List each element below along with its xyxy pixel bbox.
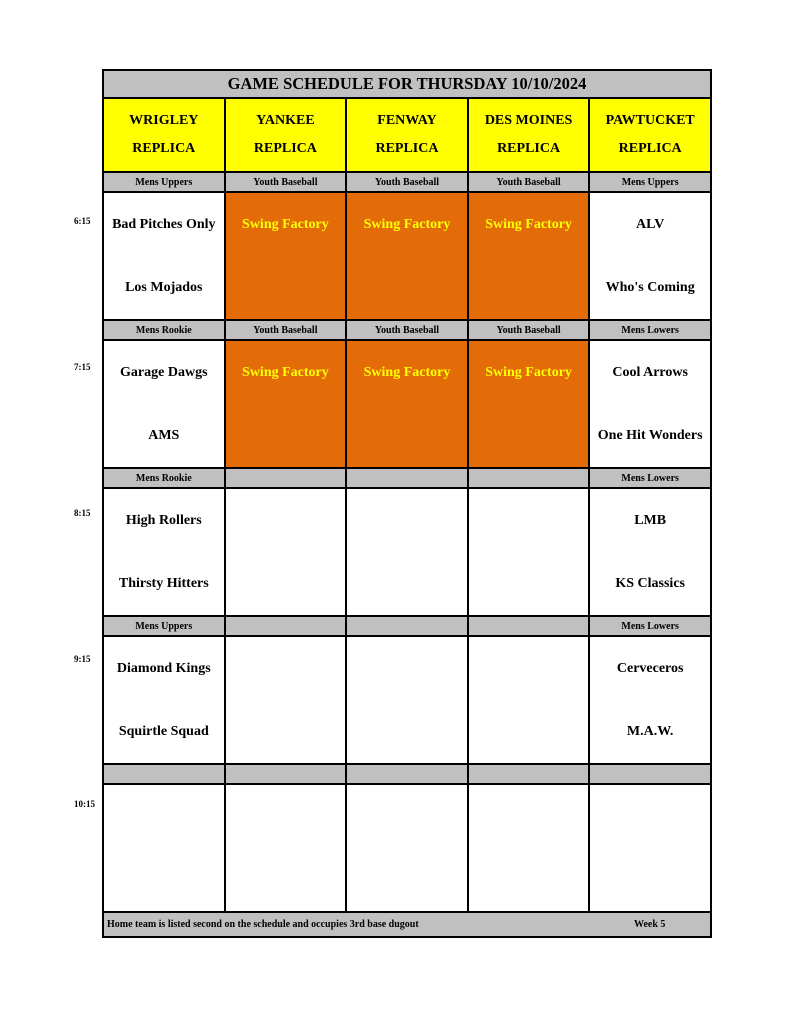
home-team: Who's Coming — [605, 280, 695, 295]
away-team: Swing Factory — [242, 217, 329, 232]
division-label: Mens Uppers — [104, 173, 226, 191]
division-label: Youth Baseball — [226, 321, 348, 339]
field-name: PAWTUCKET — [605, 113, 695, 128]
game-row-815 — [104, 489, 710, 617]
home-team — [469, 404, 589, 467]
field-subtitle: REPLICA — [375, 141, 439, 156]
time-label-715: 7:15 — [74, 362, 91, 372]
away-team — [226, 637, 346, 700]
home-team — [469, 700, 589, 763]
field-name: WRIGLEY — [129, 113, 199, 128]
division-label — [347, 469, 469, 487]
game-cell — [590, 489, 710, 615]
time-label-815: 8:15 — [74, 508, 91, 518]
away-team: Garage Dawgs — [120, 365, 208, 380]
away-team — [469, 637, 589, 700]
division-row-1015 — [104, 765, 710, 785]
game-cell — [347, 341, 469, 467]
division-label: Youth Baseball — [226, 173, 348, 191]
home-team — [347, 848, 467, 911]
field-header-fenway — [347, 99, 469, 171]
game-row-915 — [104, 637, 710, 765]
division-label — [226, 469, 348, 487]
game-cell — [104, 193, 226, 319]
game-cell — [226, 193, 348, 319]
away-team: High Rollers — [125, 513, 202, 528]
division-label: Youth Baseball — [469, 173, 591, 191]
away-team: Swing Factory — [485, 365, 572, 380]
division-label: Mens Rookie — [104, 469, 226, 487]
away-team: Cool Arrows — [612, 365, 688, 380]
home-team — [226, 848, 346, 911]
division-label: Mens Lowers — [590, 617, 710, 635]
home-team — [104, 848, 224, 911]
home-team — [347, 700, 467, 763]
time-label-1015: 10:15 — [74, 799, 95, 809]
game-cell — [347, 193, 469, 319]
division-label: Youth Baseball — [347, 321, 469, 339]
game-cell — [590, 341, 710, 467]
game-row-615 — [104, 193, 710, 321]
schedule-title: GAME SCHEDULE FOR THURSDAY 10/10/2024 — [104, 71, 710, 99]
game-cell — [104, 637, 226, 763]
away-team: LMB — [634, 513, 667, 528]
home-team: Squirtle Squad — [118, 724, 209, 739]
game-cell — [590, 637, 710, 763]
division-label — [104, 765, 226, 783]
game-cell — [469, 489, 591, 615]
game-cell — [226, 489, 348, 615]
away-team — [347, 637, 467, 700]
home-team: Los Mojados — [125, 280, 203, 295]
game-cell — [347, 489, 469, 615]
away-team: Swing Factory — [363, 365, 451, 380]
schedule-table — [102, 69, 712, 938]
game-cell — [104, 489, 226, 615]
division-label — [590, 765, 710, 783]
away-team — [347, 785, 467, 848]
home-team — [226, 256, 346, 319]
home-team: KS Classics — [615, 576, 685, 591]
game-cell — [590, 785, 710, 911]
division-row-815 — [104, 469, 710, 489]
division-label — [469, 617, 591, 635]
away-team: Bad Pitches Only — [112, 217, 216, 232]
field-name: DES MOINES — [484, 113, 573, 128]
home-team — [347, 256, 467, 319]
field-subtitle: REPLICA — [618, 141, 682, 156]
game-cell — [347, 785, 469, 911]
game-cell — [104, 785, 226, 911]
away-team: ALV — [636, 217, 665, 232]
away-team: Swing Factory — [363, 217, 451, 232]
time-label-915: 9:15 — [74, 654, 91, 664]
away-team: Cerveceros — [616, 661, 684, 676]
division-label: Mens Lowers — [590, 469, 710, 487]
time-label-615: 6:15 — [74, 216, 91, 226]
home-team — [226, 552, 346, 615]
home-team — [469, 256, 589, 319]
game-cell — [469, 193, 591, 319]
away-team — [104, 785, 224, 848]
footer-bar — [104, 913, 710, 936]
field-header-yankee — [226, 99, 348, 171]
division-label — [226, 765, 348, 783]
division-label: Mens Uppers — [590, 173, 710, 191]
home-team — [347, 552, 467, 615]
home-team: One Hit Wonders — [597, 428, 703, 443]
game-cell — [347, 637, 469, 763]
field-header-wrigley — [104, 99, 226, 171]
away-team — [469, 785, 589, 848]
away-team — [469, 489, 589, 552]
division-label — [347, 765, 469, 783]
game-cell — [226, 637, 348, 763]
field-name: YANKEE — [256, 113, 315, 128]
division-row-915 — [104, 617, 710, 637]
game-cell — [469, 637, 591, 763]
field-header-pawtucket — [590, 99, 710, 171]
division-row-715 — [104, 321, 710, 341]
home-team: M.A.W. — [626, 724, 674, 739]
game-row-715 — [104, 341, 710, 469]
home-team — [226, 700, 346, 763]
away-team — [590, 785, 710, 848]
away-team: Swing Factory — [242, 365, 329, 380]
home-team: AMS — [148, 428, 180, 443]
home-team: Thirsty Hitters — [118, 576, 209, 591]
away-team — [226, 489, 346, 552]
division-label: Mens Lowers — [590, 321, 710, 339]
division-label: Youth Baseball — [469, 321, 591, 339]
home-team-note: Home team is listed second on the schedule and occupies 3rd base dugout — [107, 919, 419, 930]
field-header-des-moines — [469, 99, 591, 171]
division-label — [469, 765, 591, 783]
away-team — [226, 785, 346, 848]
game-cell — [590, 193, 710, 319]
field-subtitle: REPLICA — [253, 141, 317, 156]
home-team — [347, 404, 467, 467]
division-label — [347, 617, 469, 635]
away-team: Diamond Kings — [116, 661, 211, 676]
home-team — [469, 848, 589, 911]
game-cell — [226, 341, 348, 467]
game-cell — [469, 785, 591, 911]
home-team — [590, 848, 710, 911]
division-label: Youth Baseball — [347, 173, 469, 191]
game-cell — [469, 341, 591, 467]
field-subtitle: REPLICA — [497, 141, 561, 156]
division-label: Mens Rookie — [104, 321, 226, 339]
week-label: Week 5 — [634, 919, 666, 930]
field-name: FENWAY — [377, 113, 437, 128]
home-team — [469, 552, 589, 615]
away-team — [347, 489, 467, 552]
away-team: Swing Factory — [485, 217, 572, 232]
game-row-1015 — [104, 785, 710, 913]
game-cell — [226, 785, 348, 911]
division-label — [469, 469, 591, 487]
home-team — [226, 404, 346, 467]
game-cell — [104, 341, 226, 467]
division-label: Mens Uppers — [104, 617, 226, 635]
division-row-615 — [104, 173, 710, 193]
field-header-row — [104, 99, 710, 173]
division-label — [226, 617, 348, 635]
field-subtitle: REPLICA — [132, 141, 196, 156]
